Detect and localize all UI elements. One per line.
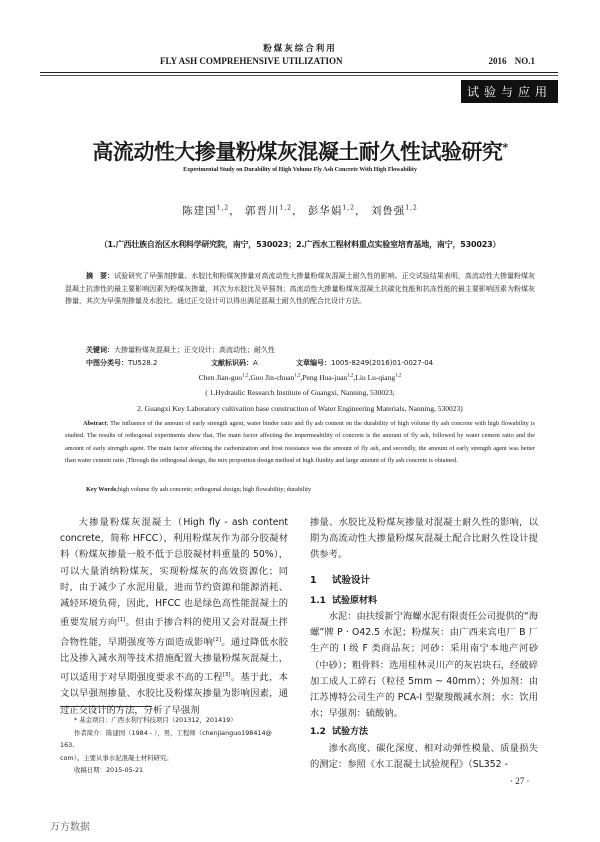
page-number: · 27 ·: [510, 776, 530, 786]
section-title: 试验方法: [332, 727, 369, 738]
intro-paragraph: [60, 515, 288, 719]
footnote-author-cont: com）。主要从事水泥混凝土材料研究。: [60, 753, 173, 762]
body-column-right: [310, 515, 538, 773]
journal-title-en: FLY ASH COMPREHENSIVE UTILIZATION: [160, 56, 343, 66]
section-number: 1.2: [310, 727, 326, 738]
abstract-text: 试验研究了早强剂掺量、水胶比和粉煤灰掺量对高流动性大掺量粉煤灰混凝土耐久性的影响。正交试验结果表明，高流动性大掺量粉煤灰混凝土抗渗性的最主要影响因素为粉煤灰掺量，其次为水胶比及早强剂；高流动性大掺量粉煤灰混凝土抗碳化性能和抗冻性能的最主要影响因素为粉煤灰掺量，其次为早强剂掺量及水胶比。通过正交设计可以得出满足混凝土耐久性的配合比设计方法。: [65, 272, 536, 305]
author-affil-sup: 1,2: [242, 373, 249, 379]
keywords-label: 关键词：: [86, 346, 114, 354]
body-column-left: [60, 515, 288, 719]
journal-title-cn: 粉煤灰综合利用: [263, 44, 337, 54]
author-en: Guo Jin-chuan: [250, 373, 295, 382]
abstract-en-text: ; The influence of the amount of early strength agent, water binder ratio and fly ash content on the durability of high volume fly ash concrete with high flowability is studied. The results of orthogonal experiments show that, The main factor affecting the impermeability of concrete is the amount of fly ash, followed by water cement ratio and the amount of early strength agent. The main factor affecting the carbonization and frost resistance was the amount of fly ash, and secondly, the amount of early strength agent was better than water cement ratio ,Through the orthogonal design, the mix proportion design method of high fluidity and large amount of fly ash concrete is obtained.: [65, 420, 535, 464]
authors-cn: [0, 203, 600, 218]
article-no-value: 1005-8249(2016)01-0027-04: [331, 359, 434, 367]
author-affil-sup: 1,2: [395, 373, 402, 379]
author-affil-sup: 1,2: [347, 373, 354, 379]
title-footnote-mark: *: [502, 141, 508, 154]
classification-line: [86, 358, 546, 368]
abstract-en: [65, 418, 535, 467]
article-no-label: 文章编号：: [296, 359, 331, 367]
author: 郭晋川: [245, 205, 280, 217]
author-en: Chen Jian-guo: [198, 373, 243, 382]
keywords-en: [86, 486, 311, 493]
text-run: 。通过降低水胶比及掺入减水剂等技术措施配置大掺量粉煤灰混凝土，可以适用于对早期强度要求不高的工程: [60, 636, 288, 684]
intro-continuation: 掺量、水胶比及粉煤灰掺量对混凝土耐久性的影响，以期为高流动性大掺量粉煤灰混凝土配合比耐久性设计提供参考。: [310, 517, 538, 561]
abstract-cn: [65, 270, 535, 308]
citation-ref[interactable]: [2]: [213, 636, 221, 643]
author: 刘鲁强: [370, 205, 406, 217]
author-affil-sup: 1,2: [294, 373, 301, 379]
section-number: 1.1: [310, 595, 326, 606]
section-title: 试验设计: [332, 574, 371, 586]
header-rule: [40, 72, 558, 73]
section-heading-1-2: [310, 724, 538, 740]
section-heading-1-1: [310, 593, 538, 609]
author: 彭华娟: [307, 205, 343, 217]
author-sep: ,: [300, 373, 303, 382]
abstract-en-label: Abstract: [83, 420, 107, 427]
text-run: 大掺量粉煤灰混凝土（High fly - ash content concrete，简称 HFCC），利用粉煤灰作为部分胶凝材料（粉煤灰掺量一般不低于总胶凝材料重量的 50%），可以大量消纳粉煤灰，实现粉煤灰的高效资源化；同时，由于减少了水泥用量，进而节约资源和能源消耗、减轻环境负荷，因此，HFCC 也是绿色高性能混凝土的重要发展方向: [60, 517, 288, 629]
author-affil-sup: 1,2: [405, 204, 418, 212]
clc-label: 中图分类号：: [86, 359, 128, 367]
author-sep: ,: [353, 373, 356, 382]
affiliation-en-2: 2. Guangxi Key Laboratory cultivation base construction of Water Engineering Materials, Nanning, 530023): [137, 404, 463, 413]
keywords-text: 大掺量粉煤灰混凝土；正交设计；高流动性；耐久性: [114, 346, 275, 354]
paper-title-cn: [0, 136, 600, 166]
doc-code-value: A: [253, 359, 258, 367]
section-number: 1: [310, 574, 317, 586]
author-sep: ，: [292, 205, 304, 217]
affiliation-en-1: ( 1.Hydraulic Research Institute of Guangxi, Nanning, 530023;: [205, 388, 395, 397]
authors-en: [0, 373, 600, 382]
citation-ref[interactable]: [3]: [222, 672, 231, 679]
text-run: 。但由于掺合料的使用又会对混凝土拌合物性能，早期强度等方面造成影响: [60, 617, 288, 648]
author: 陈建国: [182, 205, 217, 217]
text-run: 。基于此，本文以早强剂掺量、水胶比及粉煤灰掺量为影响因素，通过正交设计的方法，分析了早强剂: [60, 672, 288, 716]
footnotes: [60, 714, 288, 777]
abstract-label: 摘 要：: [86, 272, 115, 280]
title-text: 高流动性大掺量粉煤灰混凝土耐久性试验研究: [92, 139, 503, 164]
author-sep: ，: [229, 205, 241, 217]
footnote-rule: [60, 706, 152, 707]
author-sep: ,: [248, 373, 251, 382]
footnote-author: 作者简介：陈建国（1984 - ），男，工程师（chenjianguo198414@ 163.: [60, 728, 272, 749]
section-tag: 试验与应用: [461, 80, 558, 103]
author-affil-sup: 1,2: [342, 204, 355, 212]
author-en: Peng Hua-juan: [302, 373, 348, 382]
section-heading-1: [310, 573, 538, 589]
author-affil-sup: 1,2: [216, 204, 230, 212]
paper-title-en: Experimental Study on Durability of High Volume Fly Ash Concrete With High Flowability: [183, 167, 417, 173]
citation-ref[interactable]: [1]: [117, 617, 126, 624]
author-affil-sup: 1,2: [279, 204, 293, 212]
method-paragraph: 渗水高度、碳化深度、相对动弹性模量、质量损失的测定：参照《水工混凝土试验规程》（SL352 -: [310, 742, 538, 770]
footnote-fund: * 基金项目：广西水利厅科技项目（201312，201419）: [74, 716, 237, 724]
author-sep: ，: [354, 205, 367, 217]
keywords-cn: [86, 345, 275, 355]
author-en: Liu Lu-qiang: [355, 373, 396, 382]
header-rule-thin: [40, 75, 558, 76]
issue-number: 2016 NO.1: [488, 56, 535, 66]
section-title: 试验原材料: [332, 595, 378, 606]
keywords-en-text: ;high volume fly ash concrete; orthogonal design; high flowability; durability: [116, 486, 312, 493]
materials-paragraph: 水泥：由扶绥新宁海螺水泥有限责任公司提供的“海螺”牌 P · O42.5 水泥；粉煤灰：由广西来宾电厂 B 厂生产的 I 级 F 类商品灰；河砂：采用南宁本地产河砂（中砂）；粗骨料：选用桂林灵川产的灰岩块石，经破碎加工成人工碎石（粒径 5mm ~ 40mm）；外加剂：由江苏博特公司生产的 PCA-I 型聚羧酸减水剂；水：饮用水；早强剂：硫酸钠。: [310, 611, 538, 720]
affiliation-cn: （1.广西壮族自治区水利科学研究院，南宁，530023；2.广西水工程材料重点实验室培育基地，南宁，530023）: [99, 240, 501, 249]
clc-value: TU528.2: [128, 359, 158, 367]
watermark: 万方数据: [50, 822, 90, 833]
doc-code-label: 文献标识码：: [211, 359, 253, 367]
footnote-received: 收稿日期：2015-05-21: [74, 766, 144, 774]
keywords-en-label: Key Words: [86, 486, 117, 493]
